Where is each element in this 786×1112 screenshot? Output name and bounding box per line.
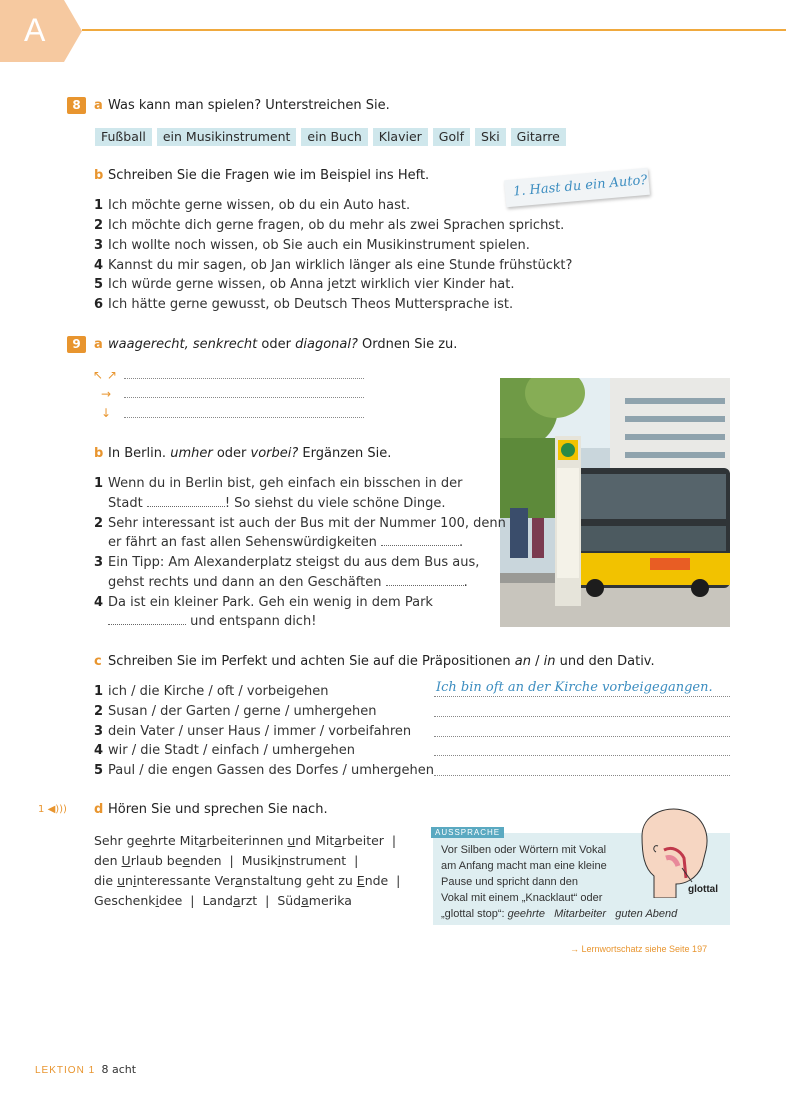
answer-line[interactable]	[124, 417, 364, 418]
list-item-cont: Stadt ! So siehst du viele schöne Dinge.	[108, 496, 446, 511]
answer-line[interactable]	[124, 397, 364, 398]
ex8a-instruction: Was kann man spielen? Unterstreichen Sie.	[108, 98, 390, 113]
ex9a-instruction: waagerecht, senkrecht oder diagonal? Ordnen Sie zu.	[108, 337, 458, 352]
example-answer: Ich bin oft an der Kirche vorbeigegangen.	[436, 680, 713, 695]
ex8a-label: a	[94, 98, 103, 113]
header-rule	[82, 29, 786, 31]
gap-blank[interactable]	[108, 615, 186, 625]
list-item: 3 Ein Tipp: Am Alexanderplatz steigst du aus dem Bus aus,	[94, 555, 480, 570]
ex8b-instruction: Schreiben Sie die Fragen wie im Beispiel ins Heft.	[108, 168, 430, 183]
word-chip[interactable]: Fußball	[95, 128, 152, 146]
ex9d-label: d	[94, 802, 104, 817]
cross-reference[interactable]: → Lernwortschatz siehe Seite 197	[570, 944, 708, 954]
ex9a-label: a	[94, 337, 103, 352]
audio-track[interactable]: 1 ◀)))	[38, 804, 67, 815]
section-letter: A	[24, 12, 46, 48]
list-item: 6 Ich hätte gerne gewusst, ob Deutsch Theos Muttersprache ist.	[94, 297, 514, 312]
word-chip[interactable]: Golf	[433, 128, 470, 146]
answer-line[interactable]	[434, 696, 730, 697]
exercise-number-8: 8	[67, 97, 86, 114]
exercise-number-9: 9	[67, 336, 86, 353]
list-item: 2 Ich möchte dich gerne fragen, ob du mehr als zwei Sprachen sprichst.	[94, 218, 565, 233]
ex8b-label: b	[94, 168, 104, 183]
gap-blank[interactable]	[381, 536, 459, 546]
right-arrow-icon: →	[101, 387, 112, 401]
ex9c-label: c	[94, 654, 102, 669]
list-item: 3 dein Vater / unser Haus / immer / vorbeifahren	[94, 724, 412, 739]
page-footer: LEKTION 1 8 acht	[35, 1063, 137, 1076]
list-item: 2 Sehr interessant ist auch der Bus mit der Nummer 100, denn	[94, 516, 506, 531]
list-item: 1 Wenn du in Berlin bist, geh einfach ein bisschen in der	[94, 476, 463, 491]
ex9d-instruction: Hören Sie und sprechen Sie nach.	[108, 802, 328, 817]
word-chip[interactable]: Ski	[475, 128, 506, 146]
list-item: 4 Da ist ein kleiner Park. Geh ein wenig in dem Park	[94, 595, 433, 610]
list-item: 1 Ich möchte gerne wissen, ob du ein Auto hast.	[94, 198, 411, 213]
glottal-label: glottal	[688, 884, 718, 895]
list-item: 4 wir / die Stadt / einfach / umhergehen	[94, 743, 355, 758]
list-item-cont: und entspann dich!	[108, 614, 316, 629]
answer-line[interactable]	[434, 736, 730, 737]
box-tag: AUSSPRACHE	[431, 827, 504, 838]
list-item: 4 Kannst du mir sagen, ob Jan wirklich länger als eine Stunde frühstückt?	[94, 258, 573, 273]
ex9b-label: b	[94, 446, 104, 461]
answer-line[interactable]	[434, 775, 730, 776]
gap-blank[interactable]	[386, 576, 464, 586]
list-item: 1 ich / die Kirche / oft / vorbeigehen	[94, 684, 329, 699]
box-text: Vor Silben oder Wörtern mit Vokal am Anfang macht man eine kleine Pause und spricht dann den Vokal mit einem „Knacklaut“ oder „glottal stop“: geehrte Mitarbeiter guten Abend	[441, 844, 678, 920]
answer-line[interactable]	[434, 755, 730, 756]
example-note: 1. Hast du ein Auto?	[504, 168, 650, 207]
word-chip[interactable]: Klavier	[373, 128, 428, 146]
diagonal-arrows-icon: ↖ ↗	[93, 368, 117, 382]
list-item-cont: gehst rechts und dann an den Geschäften .	[108, 575, 468, 590]
ex9c-instruction: Schreiben Sie im Perfekt und achten Sie auf die Präpositionen an / in und den Dativ.	[108, 654, 655, 669]
word-chips	[95, 128, 566, 146]
list-item: 3 Ich wollte noch wissen, ob Sie auch ein Musikinstrument spielen.	[94, 238, 530, 253]
answer-line[interactable]	[434, 716, 730, 717]
word-chip[interactable]: ein Buch	[301, 128, 367, 146]
list-item: 5 Ich würde gerne wissen, ob Anna jetzt wirklich vier Kinder hat.	[94, 277, 515, 292]
word-chip[interactable]: ein Musikinstrument	[157, 128, 297, 146]
list-item: 5 Paul / die engen Gassen des Dorfes / umhergehen	[94, 763, 434, 778]
pronunciation-line: den Urlaub beenden | Musikinstrument |	[94, 853, 359, 868]
word-chip[interactable]: Gitarre	[511, 128, 566, 146]
pronunciation-line: Sehr geehrte Mitarbeiterinnen und Mitarbeiter |	[94, 833, 397, 848]
pronunciation-line: die uninteressante Veranstaltung geht zu Ende |	[94, 873, 401, 888]
pronunciation-line: Geschenkidee | Landarzt | Südamerika	[94, 893, 352, 908]
gap-blank[interactable]	[147, 497, 225, 507]
ex9b-instruction: In Berlin. umher oder vorbei? Ergänzen Sie.	[108, 446, 392, 461]
bus-photo	[500, 378, 730, 627]
list-item: 2 Susan / der Garten / gerne / umhergehen	[94, 704, 377, 719]
answer-line[interactable]	[124, 378, 364, 379]
list-item-cont: er fährt an fast allen Sehenswürdigkeiten .	[108, 535, 464, 550]
speaker-icon: ◀)))	[47, 804, 67, 815]
down-arrow-icon: ↓	[101, 406, 112, 420]
